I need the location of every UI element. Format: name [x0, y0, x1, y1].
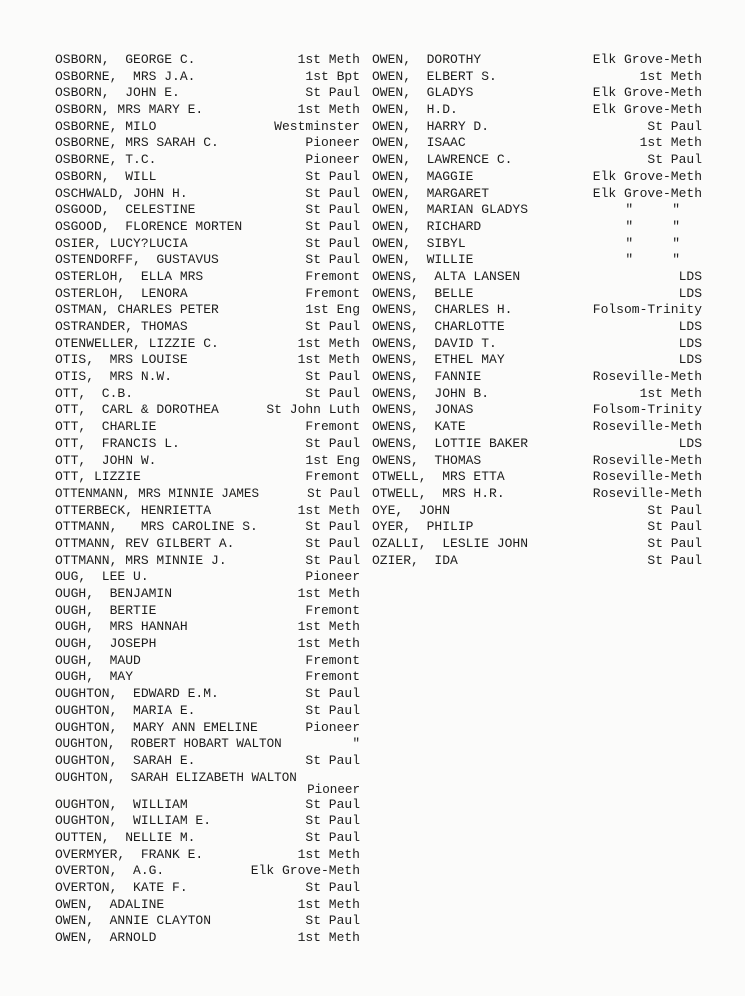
directory-entry — [55, 419, 360, 436]
right-column — [372, 52, 702, 569]
entry-church: 1st Meth — [297, 846, 360, 862]
entry-name: OSGOOD, FLORENCE MORTEN — [55, 218, 243, 234]
entry-church: St Paul — [305, 752, 360, 768]
directory-entry — [372, 319, 702, 336]
entry-name: OTT, FRANCIS L. — [55, 435, 180, 451]
entry-name: OWENS, LOTTIE BAKER — [372, 435, 529, 451]
directory-entry — [55, 119, 360, 136]
directory-entry — [55, 863, 360, 880]
entry-name: OSBORN, GEORGE C. — [55, 52, 196, 67]
directory-entry — [55, 486, 360, 503]
entry-name: OSTERLOH, LENORA — [55, 285, 188, 301]
entry-church: Pioneer — [307, 782, 360, 797]
directory-entry — [55, 586, 360, 603]
directory-entry — [372, 252, 702, 269]
entry-church: Fremont — [305, 268, 360, 284]
entry-church: 1st Meth — [297, 335, 360, 351]
entry-name: OWEN, GLADYS — [372, 85, 474, 101]
entry-church: 1st Meth — [639, 385, 702, 401]
directory-entry — [55, 703, 360, 720]
directory-entry — [55, 930, 360, 947]
entry-name: OSBORNE, T.C. — [55, 152, 157, 168]
entry-name: OSIER, LUCY?LUCIA — [55, 235, 188, 251]
entry-church: St Paul — [305, 369, 360, 385]
entry-church: 1st Meth — [297, 636, 360, 652]
entry-church: Roseville-Meth — [592, 485, 702, 501]
directory-entry — [372, 302, 702, 319]
directory-entry — [55, 880, 360, 897]
entry-church: St Paul — [305, 85, 360, 101]
directory-entry — [55, 797, 360, 814]
entry-name: OWEN, H.D. — [372, 102, 458, 118]
entry-church: LDS — [678, 268, 702, 284]
directory-entry — [55, 169, 360, 186]
entry-church: LDS — [678, 352, 702, 368]
entry-church: LDS — [678, 319, 702, 334]
directory-entry — [372, 119, 702, 136]
directory-entry — [372, 469, 702, 486]
directory-entry — [55, 569, 360, 586]
entry-name: OTENWELLER, LIZZIE C. — [55, 335, 219, 351]
entry-church: Pioneer — [305, 569, 360, 585]
entry-name: OSCHWALD, JOHN H. — [55, 185, 188, 201]
directory-entry — [55, 619, 360, 636]
entry-name: OWEN, WILLIE — [372, 252, 474, 268]
entry-name: OUGH, MRS HANNAH — [55, 619, 188, 635]
entry-church: St Paul — [647, 519, 702, 535]
directory-entry — [372, 135, 702, 152]
directory-entry — [372, 503, 702, 520]
entry-church: Pioneer — [305, 135, 360, 151]
entry-church: Fremont — [305, 285, 360, 301]
entry-church: 1st Meth — [297, 502, 360, 518]
entry-church: Elk Grove-Meth — [592, 185, 702, 201]
entry-name: OSBORN, WILL — [55, 168, 157, 184]
directory-entry — [372, 202, 702, 219]
left-column — [55, 52, 360, 947]
entry-church: 1st Bpt — [305, 68, 360, 84]
entry-name: OUGHTON, EDWARD E.M. — [55, 686, 219, 702]
entry-church: LDS — [678, 285, 702, 301]
entry-church: St Paul — [305, 686, 360, 702]
entry-name: OUGH, JOSEPH — [55, 636, 157, 652]
entry-church: " — [352, 737, 360, 752]
entry-name: OTT, LIZZIE — [55, 469, 141, 485]
entry-church: St Paul — [305, 168, 360, 184]
entry-church: Roseville-Meth — [592, 419, 702, 435]
entry-church: St Paul — [305, 880, 360, 895]
entry-church: St Paul — [307, 486, 360, 501]
entry-name: OZALLI, LESLIE JOHN — [372, 535, 529, 551]
directory-entry — [372, 419, 702, 436]
entry-name: OTIS, MRS N.W. — [55, 369, 173, 385]
entry-name: OWEN, RICHARD — [372, 218, 482, 234]
entry-church: St Paul — [305, 185, 360, 201]
directory-entry — [372, 386, 702, 403]
entry-name: OWEN, HARRY D. — [372, 118, 490, 134]
entry-name: OTTMANN, MRS MINNIE J. — [55, 552, 227, 568]
directory-entry — [372, 219, 702, 236]
directory-entry — [55, 453, 360, 470]
entry-name: OSBORN, JOHN E. — [55, 85, 180, 101]
directory-entry — [55, 352, 360, 369]
entry-name: OWEN, ADALINE — [55, 896, 165, 912]
entry-church: St Paul — [647, 535, 702, 551]
entry-name: OUGHTON, MARY ANN EMELINE — [55, 719, 258, 735]
directory-entry — [372, 102, 702, 119]
entry-name: OTWELL, MRS ETTA — [372, 469, 505, 485]
entry-church: 1st Meth — [297, 896, 360, 912]
directory-entry — [372, 336, 702, 353]
entry-name: OSBORN, MRS MARY E. — [55, 102, 204, 118]
directory-entry — [55, 436, 360, 453]
directory-entry — [55, 286, 360, 303]
entry-church: St Paul — [305, 202, 360, 218]
entry-name: OWENS, JONAS — [372, 402, 474, 418]
entry-church: Pioneer — [305, 719, 360, 735]
directory-entry — [372, 486, 702, 503]
directory-entry — [55, 336, 360, 353]
directory-entry — [55, 720, 360, 737]
directory-entry — [372, 85, 702, 102]
entry-name: OTTMANN, REV GILBERT A. — [55, 535, 235, 551]
directory-entry — [372, 52, 702, 69]
directory-entry — [55, 152, 360, 169]
entry-name: OWEN, DOROTHY — [372, 52, 482, 67]
entry-name: OZIER, IDA — [372, 552, 458, 568]
directory-entry — [55, 847, 360, 864]
entry-name: OWENS, ALTA LANSEN — [372, 268, 521, 284]
directory-entry — [55, 753, 360, 770]
entry-name: OVERMYER, FRANK E. — [55, 846, 204, 862]
directory-entry — [55, 219, 360, 236]
entry-church: Roseville-Meth — [592, 452, 702, 468]
directory-entry — [55, 386, 360, 403]
entry-church: St Paul — [305, 218, 360, 234]
directory-entry — [55, 813, 360, 830]
directory-entry — [55, 52, 360, 69]
entry-name: OSTERLOH, ELLA MRS — [55, 268, 204, 284]
entry-church: Fremont — [305, 419, 360, 435]
entry-name: OUGHTON, SARAH ELIZABETH WALTON — [55, 770, 297, 785]
entry-church: LDS — [678, 335, 702, 351]
directory-entry — [55, 519, 360, 536]
directory-entry — [55, 469, 360, 486]
entry-church: Folsom-Trinity — [592, 402, 702, 418]
entry-name: OUGH, MAUD — [55, 652, 141, 668]
directory-entry — [372, 69, 702, 86]
directory-entry — [55, 202, 360, 219]
entry-name: OWEN, ARNOLD — [55, 930, 157, 946]
directory-entry — [55, 135, 360, 152]
entry-name: OWEN, ANNIE CLAYTON — [55, 913, 212, 929]
entry-name: OVERTON, KATE F. — [55, 880, 188, 895]
directory-entry — [55, 302, 360, 319]
directory-entry — [372, 186, 702, 203]
entry-church: Elk Grove-Meth — [592, 102, 702, 118]
entry-name: OTT, JOHN W. — [55, 452, 157, 468]
entry-name: OWEN, ELBERT S. — [372, 68, 497, 84]
directory-entry — [372, 402, 702, 419]
entry-name: OUG, LEE U. — [55, 569, 149, 585]
entry-name: OWEN, MARGARET — [372, 185, 490, 201]
entry-name: OWENS, ETHEL MAY — [372, 352, 505, 368]
directory-entry — [55, 736, 360, 753]
entry-church: Pioneer — [305, 152, 360, 168]
directory-entry — [55, 913, 360, 930]
entry-name: OTT, CARL & DOROTHEA — [55, 402, 219, 418]
entry-church: St Paul — [305, 796, 360, 812]
directory-entry — [372, 152, 702, 169]
directory-entry — [55, 319, 360, 336]
entry-name: OSTMAN, CHARLES PETER — [55, 302, 219, 318]
entry-church: St Paul — [305, 702, 360, 718]
directory-entry — [55, 653, 360, 670]
entry-church: 1st Meth — [297, 619, 360, 635]
entry-church: " " — [625, 202, 680, 218]
directory-entry — [55, 636, 360, 653]
entry-name: OSBORNE, MRS J.A. — [55, 68, 196, 84]
directory-entry — [55, 603, 360, 620]
entry-church: Elk Grove-Meth — [592, 85, 702, 101]
directory-entry — [55, 236, 360, 253]
entry-church: " " — [625, 252, 680, 268]
entry-name: OWENS, BELLE — [372, 285, 474, 301]
entry-church: Fremont — [305, 602, 360, 618]
directory-entry — [372, 369, 702, 386]
entry-church: LDS — [678, 435, 702, 451]
entry-church: St Paul — [647, 152, 702, 168]
directory-entry — [55, 536, 360, 553]
directory-entry — [372, 536, 702, 553]
entry-church: 1st Meth — [639, 68, 702, 84]
entry-church: 1st Meth — [297, 52, 360, 67]
entry-name: OSGOOD, CELESTINE — [55, 202, 196, 218]
entry-name: OSBORNE, MRS SARAH C. — [55, 135, 219, 151]
entry-name: OUGHTON, WILLIAM — [55, 796, 188, 812]
entry-name: OUGHTON, WILLIAM E. — [55, 813, 212, 829]
entry-name: OUGHTON, ROBERT HOBART WALTON — [55, 737, 282, 752]
entry-church: 1st Meth — [639, 135, 702, 151]
entry-church: Roseville-Meth — [592, 469, 702, 485]
directory-entry — [372, 236, 702, 253]
entry-name: OWENS, DAVID T. — [372, 335, 497, 351]
entry-church: Elk Grove-Meth — [250, 863, 360, 879]
entry-name: OSTENDORFF, GUSTAVUS — [55, 252, 219, 268]
entry-church: St Paul — [647, 502, 702, 518]
entry-name: OYE, JOHN — [372, 502, 451, 518]
entry-church: Elk Grove-Meth — [592, 52, 702, 67]
entry-name: OTTMANN, MRS CAROLINE S. — [55, 519, 258, 535]
entry-church: St Paul — [305, 319, 360, 334]
entry-church: Fremont — [305, 469, 360, 485]
entry-name: OUGHTON, MARIA E. — [55, 702, 196, 718]
entry-church: " " — [625, 235, 680, 251]
entry-name: OVERTON, A.G. — [55, 863, 165, 879]
entry-name: OWENS, THOMAS — [372, 452, 482, 468]
entry-name: OTT, CHARLIE — [55, 419, 157, 435]
entry-church: Westminster — [274, 118, 360, 134]
entry-name: OWEN, MARIAN GLADYS — [372, 202, 529, 218]
entry-church: Fremont — [305, 669, 360, 685]
entry-church: St Paul — [647, 118, 702, 134]
entry-church: St Paul — [305, 235, 360, 251]
directory-entry — [55, 402, 360, 419]
entry-church: 1st Meth — [297, 930, 360, 946]
entry-church: St Paul — [305, 813, 360, 829]
entry-church: Roseville-Meth — [592, 369, 702, 385]
entry-name: OTTENMANN, MRS MINNIE JAMES — [55, 486, 260, 501]
entry-name: OWENS, FANNIE — [372, 369, 482, 385]
entry-church: Folsom-Trinity — [592, 302, 702, 318]
directory-entry — [55, 69, 360, 86]
entry-name: OUGH, BERTIE — [55, 602, 157, 618]
directory-entry — [55, 252, 360, 269]
entry-church: 1st Meth — [297, 102, 360, 118]
entry-name: OTIS, MRS LOUISE — [55, 352, 188, 368]
entry-name: OUTTEN, NELLIE M. — [55, 829, 196, 845]
directory-entry — [55, 770, 360, 797]
directory-entry — [55, 102, 360, 119]
entry-church: St Paul — [305, 385, 360, 401]
directory-entry — [55, 830, 360, 847]
entry-church: 1st Meth — [297, 352, 360, 368]
entry-name: OUGHTON, SARAH E. — [55, 752, 196, 768]
entry-church: St Paul — [305, 435, 360, 451]
entry-name: OTWELL, MRS H.R. — [372, 485, 505, 501]
entry-church: " " — [625, 218, 680, 234]
entry-church: St John Luth — [266, 402, 360, 418]
entry-church: 1st Meth — [297, 586, 360, 601]
directory-entry — [55, 669, 360, 686]
entry-name: OWEN, LAWRENCE C. — [372, 152, 513, 168]
directory-entry — [372, 269, 702, 286]
entry-church: St Paul — [305, 252, 360, 268]
directory-entry — [55, 686, 360, 703]
directory-entry — [372, 169, 702, 186]
entry-name: OWEN, SIBYL — [372, 235, 466, 251]
directory-entry — [372, 436, 702, 453]
entry-church: Fremont — [305, 652, 360, 668]
entry-name: OWEN, MAGGIE — [372, 168, 474, 184]
directory-entry — [372, 553, 702, 570]
entry-name: OSBORNE, MILO — [55, 118, 157, 134]
entry-name: OUGH, BENJAMIN — [55, 586, 173, 601]
entry-name: OWENS, KATE — [372, 419, 466, 435]
entry-church: 1st Eng — [305, 302, 360, 318]
entry-name: OWENS, CHARLOTTE — [372, 319, 505, 334]
entry-name: OWEN, ISAAC — [372, 135, 466, 151]
entry-church: St Paul — [305, 829, 360, 845]
directory-entry — [372, 519, 702, 536]
entry-name: OWENS, JOHN B. — [372, 385, 490, 401]
entry-name: OTT, C.B. — [55, 385, 134, 401]
directory-entry — [55, 85, 360, 102]
directory-entry — [55, 369, 360, 386]
entry-church: 1st Eng — [305, 452, 360, 468]
entry-name: OTTERBECK, HENRIETTA — [55, 502, 212, 518]
entry-church: St Paul — [305, 519, 360, 535]
entry-name: OYER, PHILIP — [372, 519, 474, 535]
directory-entry — [372, 286, 702, 303]
entry-church: St Paul — [305, 552, 360, 568]
directory-entry — [55, 553, 360, 570]
entry-church: Elk Grove-Meth — [592, 168, 702, 184]
entry-name: OSTRANDER, THOMAS — [55, 319, 188, 334]
directory-entry — [55, 269, 360, 286]
directory-entry — [55, 897, 360, 914]
entry-name: OWENS, CHARLES H. — [372, 302, 513, 318]
entry-church: St Paul — [305, 535, 360, 551]
directory-entry — [372, 352, 702, 369]
entry-church: St Paul — [647, 552, 702, 568]
directory-entry — [55, 186, 360, 203]
entry-name: OUGH, MAY — [55, 669, 134, 685]
directory-entry — [372, 453, 702, 470]
entry-church: St Paul — [305, 913, 360, 929]
directory-entry — [55, 503, 360, 520]
